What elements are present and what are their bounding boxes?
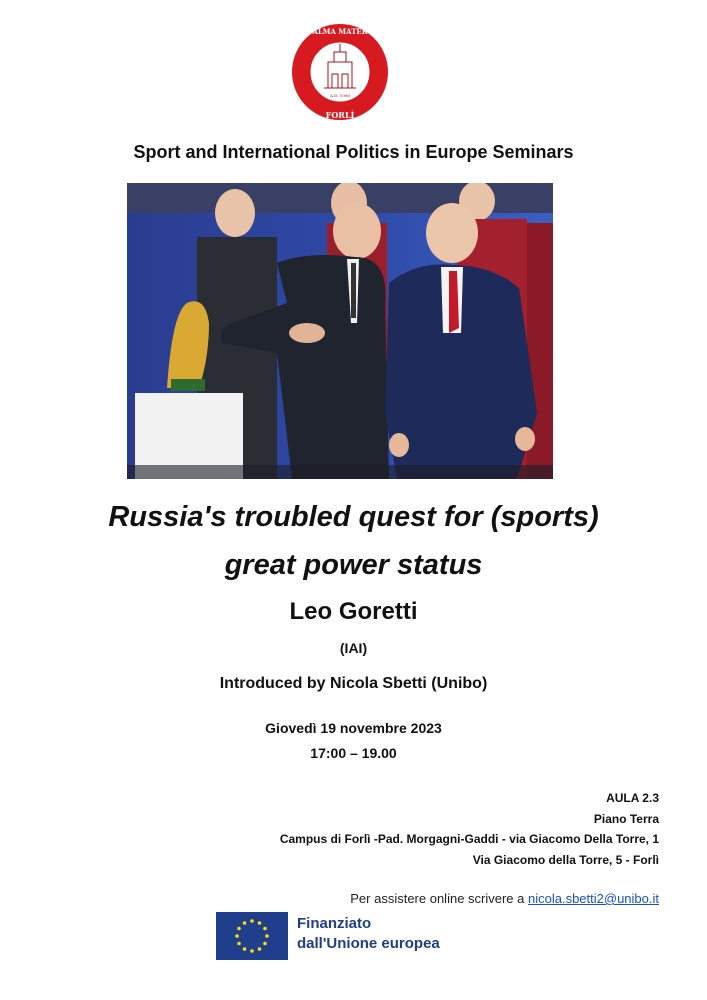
eu-star — [250, 919, 254, 923]
eu-star — [263, 927, 267, 931]
eu-star — [265, 934, 269, 938]
eu-funding-line-1: Finanziato — [297, 915, 372, 932]
contact-email-link[interactable]: nicola.sbetti2@unibo.it — [528, 891, 659, 906]
eu-funding-line-2: dall'Unione europea — [297, 935, 440, 952]
eu-star — [243, 947, 247, 951]
talk-title-line-2: great power status — [224, 549, 483, 581]
speaker-affiliation: (IAI) — [339, 640, 368, 656]
eu-star — [263, 942, 267, 946]
location-floor: Piano Terra — [593, 812, 659, 826]
eu-star — [243, 921, 247, 925]
svg-text:ALMA MATER: ALMA MATER — [312, 27, 368, 36]
talk-title-line-1: Russia's troubled quest for (sports) — [108, 501, 599, 533]
eu-flag-icon — [216, 912, 288, 960]
location-campus: Campus di Forlì -Pad. Morgagni-Gaddi - via Giacomo Della Torre, 1 — [279, 832, 659, 846]
introduced-by: Introduced by Nicola Sbetti (Unibo) — [219, 675, 488, 692]
eu-star — [237, 927, 241, 931]
seminar-series-title: Sport and International Politics in Europe Seminars — [133, 142, 574, 162]
location-address: Via Giacomo della Torre, 5 - Forlì — [472, 853, 659, 867]
event-time: 17:00 – 19.00 — [310, 745, 397, 761]
eu-star — [250, 949, 254, 953]
online-attendance-note — [350, 891, 659, 906]
seal-city: FORLÌ — [325, 110, 355, 120]
eu-funding-text — [297, 914, 440, 954]
event-date: Giovedì 19 novembre 2023 — [265, 720, 442, 736]
online-text: Per assistere online scrivere a — [350, 891, 528, 906]
eu-star — [258, 947, 262, 951]
location-room: AULA 2.3 — [606, 791, 659, 805]
eu-star — [258, 921, 262, 925]
seal-year: A.D. 1088 — [330, 93, 350, 98]
speaker-name: Leo Goretti — [289, 598, 418, 625]
eu-star — [237, 942, 241, 946]
university-seal-logo — [290, 22, 390, 122]
event-photo — [127, 183, 553, 479]
eu-star — [235, 934, 239, 938]
